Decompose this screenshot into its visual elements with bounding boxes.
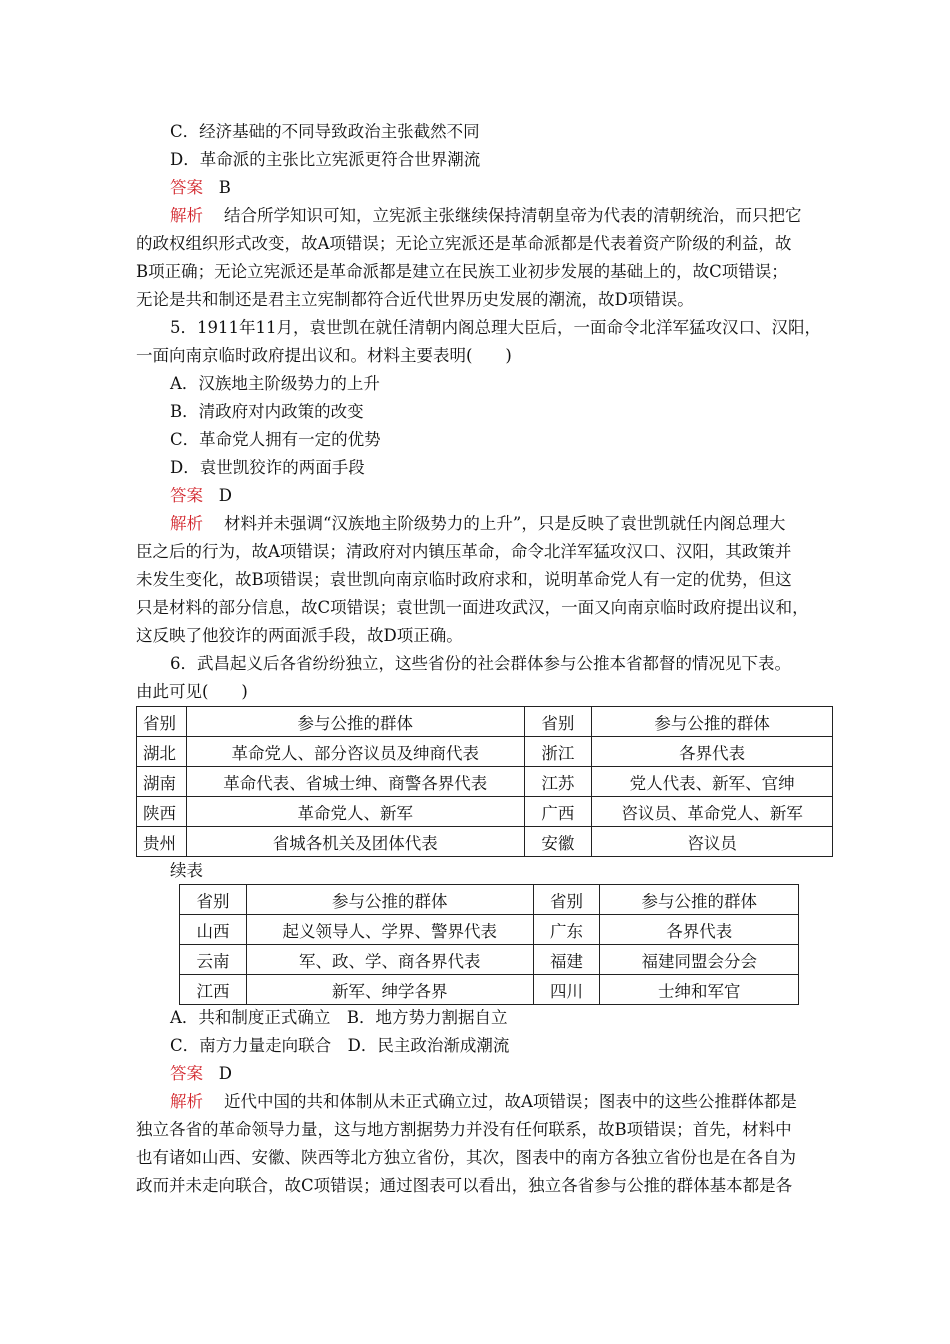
q5-stem: 5．1911年11月，袁世凯在就任清朝内阁总理大臣后，一面命令北洋军猛攻汉口、汉阳， <box>170 318 821 337</box>
table-cell: 四川 <box>533 975 600 1005</box>
table-header-row <box>137 707 833 737</box>
table-cell: 湖北 <box>137 737 187 767</box>
q4-analysis-line <box>170 205 801 227</box>
table-header-cell: 参与公推的群体 <box>592 707 833 737</box>
table-row <box>137 737 833 767</box>
table-cell: 浙江 <box>524 737 592 767</box>
q5-analysis-line: 未发生变化，故B项错误；袁世凯向南京临时政府求和，说明革命党人有一定的优势，但这 <box>136 570 792 589</box>
table-header-cell: 参与公推的群体 <box>186 707 524 737</box>
table-cell: 山西 <box>180 915 247 945</box>
table-cell: 军、政、学、商各界代表 <box>246 945 533 975</box>
q5-option-a: A．汉族地主阶级势力的上升 <box>170 374 380 393</box>
table-header-row <box>180 885 799 915</box>
table-cell: 江苏 <box>524 767 592 797</box>
analysis-label: 解析 <box>170 514 203 533</box>
table-row <box>180 975 799 1005</box>
table-header-cell: 省别 <box>137 707 187 737</box>
table-cell: 革命党人、部分咨议员及绅商代表 <box>186 737 524 767</box>
table-cell: 江西 <box>180 975 247 1005</box>
q5-stem: 一面向南京临时政府提出议和。材料主要表明( ) <box>136 346 512 365</box>
table-header-cell: 参与公推的群体 <box>246 885 533 915</box>
q6-analysis-line <box>170 1091 797 1113</box>
q5-analysis-line: 这反映了他狡诈的两面派手段，故D项正确。 <box>136 626 463 645</box>
q5-option-d: D．袁世凯狡诈的两面手段 <box>170 458 365 477</box>
table-cell: 广西 <box>524 797 592 827</box>
answer-label: 答案 <box>170 178 203 197</box>
table-row <box>180 915 799 945</box>
table-cell: 咨议员 <box>592 827 833 857</box>
analysis-text: 结合所学知识可知，立宪派主张继续保持清朝皇帝为代表的清朝统治，而只把它 <box>223 206 802 225</box>
q6-analysis-line: 独立各省的革命领导力量，这与地方割据势力并没有任何联系，故B项错误；首先，材料中 <box>136 1120 792 1139</box>
q5-analysis-line: 臣之后的行为，故A项错误；清政府对内镇压革命，命令北洋军猛攻汉口、汉阳，其政策并 <box>136 542 792 561</box>
table-cell: 云南 <box>180 945 247 975</box>
analysis-label: 解析 <box>170 1092 203 1111</box>
q5-analysis-line <box>170 513 785 535</box>
q6-options: A．共和制度正式确立 B．地方势力割据自立 <box>170 1008 508 1027</box>
table-cell: 各界代表 <box>592 737 833 767</box>
answer-label: 答案 <box>170 1064 203 1083</box>
table-header-cell: 省别 <box>524 707 592 737</box>
table-cell: 广东 <box>533 915 600 945</box>
analysis-label: 解析 <box>170 206 203 225</box>
q6-answer <box>170 1063 232 1085</box>
table-cell: 安徽 <box>524 827 592 857</box>
table-header-cell: 参与公推的群体 <box>600 885 799 915</box>
table-cell: 贵州 <box>137 827 187 857</box>
q4-analysis-line: 无论是共和制还是君主立宪制都符合近代世界历史发展的潮流，故D项错误。 <box>136 290 694 309</box>
q6-analysis-line: 政而并未走向联合，故C项错误；通过图表可以看出，独立各省参与公推的群体基本都是各 <box>136 1176 793 1195</box>
answer-value: D <box>218 1064 232 1083</box>
table-cell: 革命代表、省城士绅、商警各界代表 <box>186 767 524 797</box>
table-row <box>137 767 833 797</box>
table-cell: 各界代表 <box>600 915 799 945</box>
answer-value: B <box>218 178 231 197</box>
provinces-table-continued <box>179 884 799 1005</box>
q4-option-c: C．经济基础的不同导致政治主张截然不同 <box>170 122 480 141</box>
table-cell: 福建 <box>533 945 600 975</box>
answer-value: D <box>218 486 232 505</box>
answer-label: 答案 <box>170 486 203 505</box>
q6-stem: 6．武昌起义后各省纷纷独立，这些省份的社会群体参与公推本省都督的情况见下表。 <box>170 654 791 673</box>
continued-table-label: 续表 <box>170 861 203 880</box>
table-cell: 党人代表、新军、官绅 <box>592 767 833 797</box>
analysis-text: 近代中国的共和体制从未正式确立过，故A项错误；图表中的这些公推群体都是 <box>223 1092 797 1111</box>
table-cell: 省城各机关及团体代表 <box>186 827 524 857</box>
table-header-cell: 省别 <box>533 885 600 915</box>
q5-option-b: B．清政府对内政策的改变 <box>170 402 364 421</box>
q5-option-c: C．革命党人拥有一定的优势 <box>170 430 381 449</box>
table-row <box>137 827 833 857</box>
table-row <box>137 797 833 827</box>
q6-options: C．南方力量走向联合 D．民主政治渐成潮流 <box>170 1036 510 1055</box>
q6-stem: 由此可见( ) <box>136 682 248 701</box>
table-cell: 陕西 <box>137 797 187 827</box>
provinces-table <box>136 706 833 857</box>
table-header-cell: 省别 <box>180 885 247 915</box>
table-cell: 士绅和军官 <box>600 975 799 1005</box>
table-cell: 咨议员、革命党人、新军 <box>592 797 833 827</box>
table-cell: 新军、绅学各界 <box>246 975 533 1005</box>
q5-answer <box>170 485 232 507</box>
table-cell: 福建同盟会分会 <box>600 945 799 975</box>
q6-analysis-line: 也有诸如山西、安徽、陕西等北方独立省份，其次，图表中的南方各独立省份也是在各自为 <box>136 1148 796 1167</box>
table-cell: 起义领导人、学界、警界代表 <box>246 915 533 945</box>
q5-analysis-line: 只是材料的部分信息，故C项错误；袁世凯一面进攻武汉，一面又向南京临时政府提出议和， <box>136 598 809 617</box>
q4-analysis-line: 的政权组织形式改变，故A项错误；无论立宪派还是革命派都是代表着资产阶级的利益，故 <box>136 234 792 253</box>
table-row <box>180 945 799 975</box>
table-cell: 革命党人、新军 <box>186 797 524 827</box>
q4-answer <box>170 177 231 199</box>
q4-option-d: D．革命派的主张比立宪派更符合世界潮流 <box>170 150 481 169</box>
analysis-text: 材料并未强调“汉族地主阶级势力的上升”，只是反映了袁世凯就任内阁总理大 <box>223 514 786 533</box>
table-cell: 湖南 <box>137 767 187 797</box>
q4-analysis-line: B项正确；无论立宪派还是革命派都是建立在民族工业初步发展的基础上的，故C项错误； <box>136 262 788 281</box>
